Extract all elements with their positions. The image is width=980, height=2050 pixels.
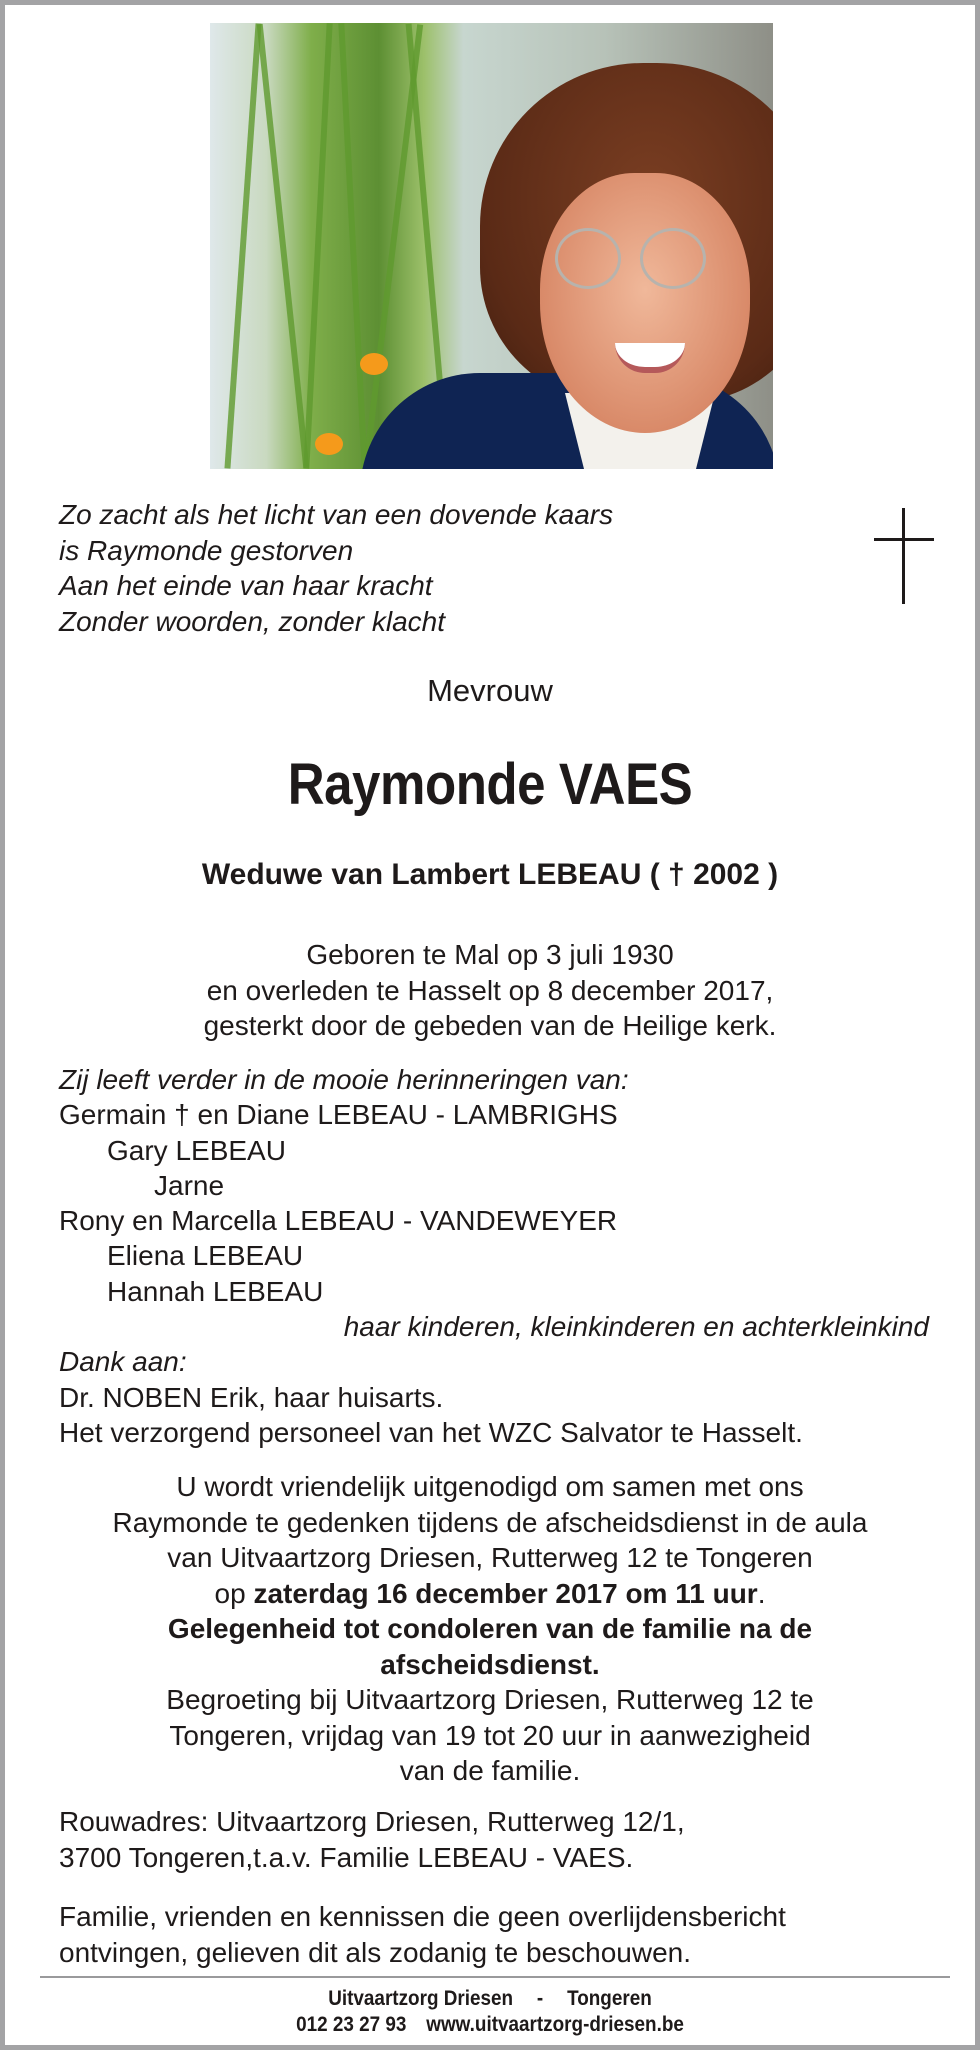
invite-line: van Uitvaartzorg Driesen, Rutterweg 12 te Tongeren [167,1542,813,1573]
portrait-photo [210,23,773,469]
invite-line: Raymonde te gedenken tijdens de afscheidsdienst in de aula [112,1506,868,1538]
family-member: Germain † en Diane LEBEAU - LAMBRIGHS [59,1099,618,1131]
family-member: Eliena LEBEAU [107,1240,304,1272]
birth-death-info [5,937,975,1044]
condolence-line: Gelegenheid tot condoleren van de familie na de [167,1613,813,1644]
condolence-line: afscheidsdienst. [380,1648,600,1680]
death-line: en overleden te Hasselt op 8 december 2017, [206,974,774,1006]
funeral-home-city: Tongeren [567,1987,652,2010]
survivors-section [59,1062,929,1450]
address-line: 3700 Tongeren,t.a.v. Familie LEBEAU - VAES. [59,1841,634,1873]
greeting-line: Begroeting bij Uitvaartzorg Driesen, Rutterweg 12 te [166,1684,814,1715]
greeting-line: Tongeren, vrijdag van 19 tot 20 uur in aanwezigheid [169,1719,811,1751]
widow-of: Weduwe van Lambert LEBEAU ( † 2002 ) [201,858,779,891]
poem-line: is Raymonde gestorven [59,534,354,566]
note-line: Familie, vrienden en kennissen die geen overlijdensbericht [59,1901,786,1932]
invitation [5,1469,975,1789]
thanks-label: Dank aan: [59,1346,187,1378]
birth-line: Geboren te Mal op 3 juli 1930 [306,939,674,970]
prayer-line: gesterkt door de gebeden van de Heilige kerk. [203,1010,777,1041]
family-member: Rony en Marcella LEBEAU - VANDEWEYER [59,1205,618,1237]
thanks-line: Dr. NOBEN Erik, haar huisarts. [59,1381,444,1413]
family-member: Gary LEBEAU [107,1134,286,1166]
text: op [214,1577,254,1609]
footer [54,1986,927,2038]
phone-number: 012 23 27 93 [296,2013,407,2036]
family-member: Jarne [154,1169,225,1201]
thanks-line: Het verzorgend personeel van het WZC Salvator te Hasselt. [59,1416,803,1448]
family-note [59,1899,786,1970]
latin-cross-icon [874,508,934,604]
service-date-line [5,1576,975,1612]
service-date: zaterdag 16 december 2017 om 11 uur [253,1577,758,1609]
poem-line: Aan het einde van haar kracht [59,570,433,601]
footer-divider [40,1976,950,1978]
text: . [757,1577,766,1609]
address-line: Rouwadres: Uitvaartzorg Driesen, Rutterweg 12/1, [59,1806,685,1837]
family-relation: haar kinderen, kleinkinderen en achterkleinkind [343,1311,929,1343]
greeting-line: van de familie. [399,1755,581,1786]
note-line: ontvingen, gelieven dit als zodanig te beschouwen. [59,1936,691,1968]
poem [59,497,613,639]
separator: - [536,1987,544,2010]
family-member: Hannah LEBEAU [107,1275,324,1307]
honorific: Mevrouw [427,673,553,708]
funeral-home-name: Uitvaartzorg Driesen [328,1987,514,2010]
mourning-address [59,1804,685,1875]
poem-line: Zonder woorden, zonder klacht [59,605,445,637]
survivors-intro: Zij leeft verder in de mooie herinneringen van: [59,1064,629,1095]
poem-line: Zo zacht als het licht van een dovende kaars [59,499,614,530]
deceased-name: Raymonde VAES [287,752,693,817]
invite-line: U wordt vriendelijk uitgenodigd om samen met ons [176,1471,804,1502]
website-link[interactable]: www.uitvaartzorg-driesen.be [426,2013,684,2036]
